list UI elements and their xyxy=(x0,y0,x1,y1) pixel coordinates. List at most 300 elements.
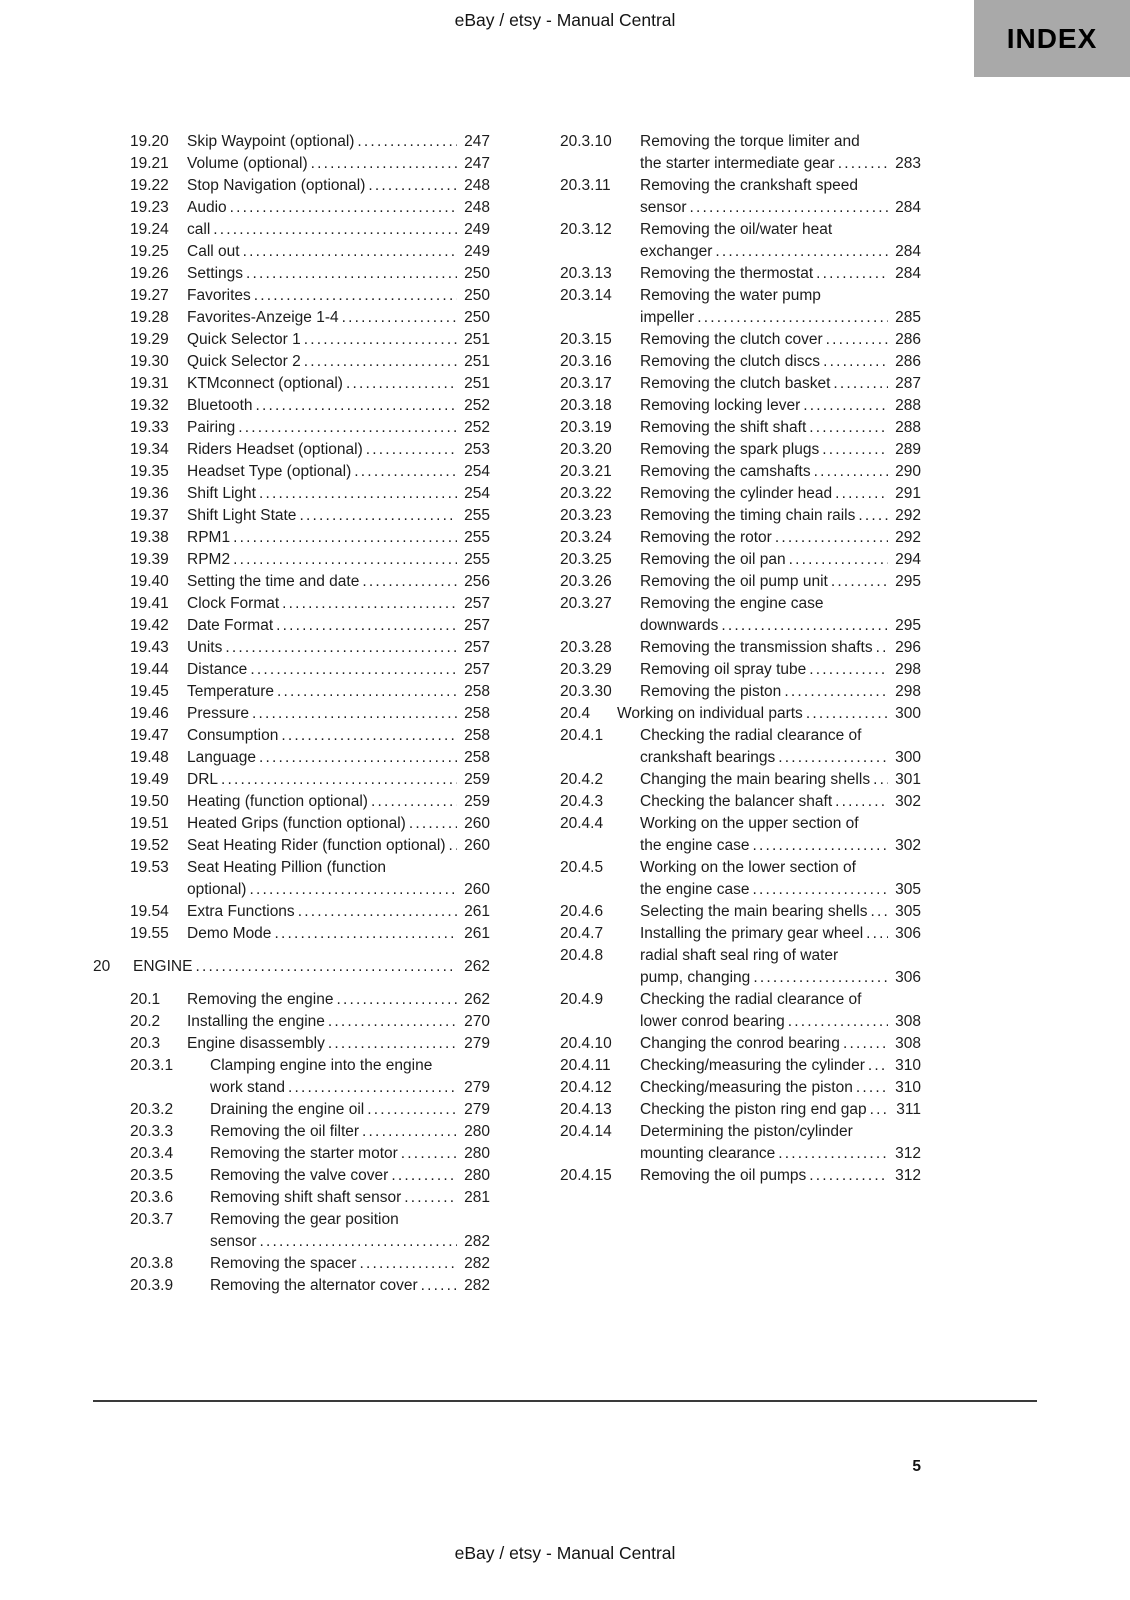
toc-entry-title: Draining the engine oil ..... xyxy=(210,1101,364,1118)
toc-entry-title: Removing the spacer ..... xyxy=(210,1255,356,1272)
toc-entry-page: 252 xyxy=(457,417,490,439)
toc-entry-number: 19.50 xyxy=(130,793,169,810)
toc-entry xyxy=(130,307,490,329)
toc-entry-body xyxy=(210,1275,490,1297)
toc-entry xyxy=(130,637,490,659)
toc-entry-number: 19.36 xyxy=(130,485,169,502)
toc-entry-number: 19.31 xyxy=(130,375,169,392)
toc-entry-body xyxy=(187,989,490,1011)
toc-entry-number: 20.3.22 xyxy=(560,485,612,502)
toc-entry-page: 259 xyxy=(457,769,490,791)
toc-entry-body xyxy=(187,791,490,813)
toc-entry-page: 256 xyxy=(457,571,490,593)
toc-entry xyxy=(130,1055,490,1099)
toc-entry-number: 20.3.15 xyxy=(560,331,612,348)
toc-entry-body xyxy=(187,307,490,329)
toc-entry-page: 298 xyxy=(888,681,921,703)
toc-entry-body xyxy=(187,483,490,505)
toc-entry-body xyxy=(187,461,490,483)
toc-entry-body xyxy=(640,725,921,769)
toc-entry xyxy=(560,461,921,483)
toc-entry-number: 19.37 xyxy=(130,507,169,524)
toc-entry-number: 19.30 xyxy=(130,353,169,370)
toc-entry-page: 254 xyxy=(457,483,490,505)
toc-entry-number: 20.3.29 xyxy=(560,661,612,678)
toc-entry-page: 248 xyxy=(457,197,490,219)
toc-entry-body xyxy=(210,1253,490,1275)
toc-entry xyxy=(560,373,921,395)
toc-entry xyxy=(130,1143,490,1165)
toc-entry xyxy=(560,263,921,285)
toc-entry-body xyxy=(210,1165,490,1187)
toc-entry-title: Temperature ..... xyxy=(187,683,274,700)
toc-entry-number: 19.28 xyxy=(130,309,169,326)
toc-entry-number: 20.4.6 xyxy=(560,903,604,920)
toc-entry xyxy=(130,527,490,549)
toc-entry xyxy=(560,659,921,681)
toc-entry-body xyxy=(617,703,921,725)
toc-entry-body xyxy=(187,197,490,219)
toc-entry-title: Volume (optional) ..... xyxy=(187,155,308,172)
toc-entry-body xyxy=(640,593,921,637)
toc-entry-number: 19.53 xyxy=(130,859,169,876)
toc-entry xyxy=(560,791,921,813)
toc-entry-number: 20.4.13 xyxy=(560,1101,612,1118)
toc-entry-page: 259 xyxy=(457,791,490,813)
toc-entry xyxy=(560,439,921,461)
toc-entry-number: 20.3.1 xyxy=(130,1057,174,1074)
toc-entry-page: 289 xyxy=(888,439,921,461)
toc-entry-body xyxy=(187,395,490,417)
toc-entry xyxy=(560,901,921,923)
toc-entry-page: 257 xyxy=(457,659,490,681)
toc-entry-body xyxy=(640,901,921,923)
toc-entry-body xyxy=(187,373,490,395)
toc-entry-page: 279 xyxy=(457,1033,490,1055)
toc-entry xyxy=(560,505,921,527)
toc-entry-number: 19.40 xyxy=(130,573,169,590)
toc-entry-number: 19.22 xyxy=(130,177,169,194)
toc-entry xyxy=(560,725,921,769)
index-label: INDEX xyxy=(1006,22,1098,54)
toc-entry-page: 302 xyxy=(888,791,921,813)
toc-entry-title: Checking the radial clearance of crankshaft bearings ..... xyxy=(640,727,861,766)
toc-entry-title: Installing the primary gear wheel ..... xyxy=(640,925,863,942)
toc-entry-number: 20.3.8 xyxy=(130,1255,174,1272)
toc-entry xyxy=(130,439,490,461)
toc-entry-body xyxy=(187,659,490,681)
toc-entry-title: Engine disassembly ..... xyxy=(187,1035,325,1052)
toc-entry-page: 257 xyxy=(457,615,490,637)
toc-entry-number: 20.3 xyxy=(130,1035,161,1052)
toc-entry-page: 305 xyxy=(888,879,921,901)
toc-entry-title: Heated Grips (function optional) ..... xyxy=(187,815,406,832)
toc-entry xyxy=(130,1209,490,1253)
toc-entry-title: Date Format ..... xyxy=(187,617,273,634)
toc-entry-page: 251 xyxy=(457,373,490,395)
toc-entry-number: 19.26 xyxy=(130,265,169,282)
toc-entry-title: Removing the piston ..... xyxy=(640,683,781,700)
toc-entry-body xyxy=(640,1055,921,1077)
toc-entry-body xyxy=(640,791,921,813)
toc-entry-body xyxy=(187,505,490,527)
toc-entry-number: 19.34 xyxy=(130,441,169,458)
toc-entry-page: 253 xyxy=(457,439,490,461)
toc-entry-number: 20.3.24 xyxy=(560,529,612,546)
toc-entry-page: 280 xyxy=(457,1165,490,1187)
toc-entry-number: 20 xyxy=(93,958,111,975)
toc-entry-number: 20.4.1 xyxy=(560,727,604,744)
toc-entry-title: Removing the timing chain rails ..... xyxy=(640,507,855,524)
toc-entry-body xyxy=(187,615,490,637)
toc-entry xyxy=(560,175,921,219)
toc-entry-page: 292 xyxy=(888,527,921,549)
toc-entry xyxy=(130,1165,490,1187)
toc-entry-page: 283 xyxy=(888,153,921,175)
toc-entry-number: 20.3.14 xyxy=(560,287,612,304)
toc-entry-number: 19.23 xyxy=(130,199,169,216)
toc-entry xyxy=(130,241,490,263)
index-tab xyxy=(974,0,1130,77)
toc-entry-title: Working on the lower section of the engine case ..... xyxy=(640,859,856,898)
toc-entry-title: Removing the camshafts ..... xyxy=(640,463,811,480)
toc-entry xyxy=(560,1165,921,1187)
toc-entry xyxy=(560,417,921,439)
toc-entry-title: Removing the engine case downwards ..... xyxy=(640,595,824,634)
toc-entry-number: 20.4.10 xyxy=(560,1035,612,1052)
toc-entry-title: Working on the upper section of the engine case ..... xyxy=(640,815,859,854)
toc-entry-page: 249 xyxy=(457,219,490,241)
toc-entry-body xyxy=(187,813,490,835)
toc-entry xyxy=(130,219,490,241)
toc-entry-page: 296 xyxy=(888,637,921,659)
toc-entry xyxy=(130,285,490,307)
toc-entry-title: Removing the rotor ..... xyxy=(640,529,772,546)
toc-entry-page: 306 xyxy=(888,967,921,989)
toc-entry-page: 286 xyxy=(888,329,921,351)
toc-entry xyxy=(130,351,490,373)
toc-entry-body xyxy=(187,153,490,175)
toc-entry xyxy=(130,395,490,417)
toc-entry-body xyxy=(640,285,921,329)
toc-entry xyxy=(560,549,921,571)
toc-entry-body xyxy=(187,549,490,571)
toc-entry-number: 20.3.25 xyxy=(560,551,612,568)
toc-entry-body xyxy=(640,813,921,857)
toc-entry-title: Pressure ..... xyxy=(187,705,249,722)
toc-entry xyxy=(560,923,921,945)
toc-entry-page: 287 xyxy=(888,373,921,395)
toc-entry-page: 262 xyxy=(457,956,490,978)
toc-entry xyxy=(130,681,490,703)
toc-entry-page: 270 xyxy=(457,1011,490,1033)
toc-entry-page: 281 xyxy=(457,1187,490,1209)
toc-entry-number: 20.4.9 xyxy=(560,991,604,1008)
toc-entry-number: 20.4.11 xyxy=(560,1057,611,1074)
toc-entry-page: 286 xyxy=(888,351,921,373)
toc-entry-body xyxy=(210,1143,490,1165)
toc-entry-number: 19.33 xyxy=(130,419,169,436)
toc-entry-title: radial shaft seal ring of water pump, changing ..... xyxy=(640,947,838,986)
toc-entry-page: 255 xyxy=(457,549,490,571)
toc-entry-number: 19.46 xyxy=(130,705,169,722)
toc-entry xyxy=(130,505,490,527)
toc-entry-body xyxy=(187,725,490,747)
toc-entry-number: 20.4 xyxy=(560,705,591,722)
toc-entry-body xyxy=(640,1099,921,1121)
toc-entry-number: 19.48 xyxy=(130,749,169,766)
toc-entry-body xyxy=(210,1187,490,1209)
toc-entry-page: 258 xyxy=(457,747,490,769)
toc-entry-page: 302 xyxy=(888,835,921,857)
toc-entry xyxy=(560,1099,921,1121)
toc-entry-page: 295 xyxy=(888,615,921,637)
toc-entry-body xyxy=(133,956,490,978)
toc-entry-title: Seat Heating Rider (function optional) ..... xyxy=(187,837,445,854)
toc-entry-number: 20.3.30 xyxy=(560,683,612,700)
toc-entry-title: Quick Selector 1 ..... xyxy=(187,331,301,348)
toc-entry-number: 19.51 xyxy=(130,815,169,832)
toc-entry-page: 279 xyxy=(457,1099,490,1121)
toc-entry-body xyxy=(640,417,921,439)
toc-entry xyxy=(560,945,921,989)
toc-entry-body xyxy=(187,263,490,285)
toc-entry-body xyxy=(640,659,921,681)
toc-entry-page: 308 xyxy=(888,1033,921,1055)
toc-entry-page: 301 xyxy=(888,769,921,791)
toc-entry-page: 300 xyxy=(888,703,921,725)
toc-entry-title: Selecting the main bearing shells ..... xyxy=(640,903,867,920)
toc-entry-title: Clock Format ..... xyxy=(187,595,279,612)
toc-entry-title: Removing the spark plugs ..... xyxy=(640,441,819,458)
toc-entry-body xyxy=(640,1033,921,1055)
toc-entry-body xyxy=(640,131,921,175)
toc-entry-number: 19.38 xyxy=(130,529,169,546)
toc-entry xyxy=(560,219,921,263)
toc-entry-title: Pairing ..... xyxy=(187,419,235,436)
toc-entry xyxy=(560,395,921,417)
toc-entry-number: 20.4.14 xyxy=(560,1123,612,1140)
toc-entry xyxy=(130,703,490,725)
toc-entry-title: Audio ..... xyxy=(187,199,227,216)
toc-entry-body xyxy=(187,351,490,373)
toc-entry-page: 250 xyxy=(457,285,490,307)
toc-entry-number: 20.3.26 xyxy=(560,573,612,590)
toc-entry-title: Seat Heating Pillion (function optional) ..... xyxy=(187,859,386,898)
toc-entry-body xyxy=(640,769,921,791)
toc-entry-number: 19.35 xyxy=(130,463,169,480)
toc-entry-body xyxy=(640,945,921,989)
footer-title: eBay / etsy - Manual Central xyxy=(454,1543,676,1563)
toc-entry xyxy=(560,989,921,1033)
toc-entry xyxy=(560,329,921,351)
toc-entry-title: Headset Type (optional) ..... xyxy=(187,463,351,480)
toc-entry-title: Working on individual parts ..... xyxy=(617,705,803,722)
toc-entry xyxy=(560,527,921,549)
toc-entry-page: 285 xyxy=(888,307,921,329)
toc-entry-title: Removing shift shaft sensor ..... xyxy=(210,1189,401,1206)
toc-entry-number: 20.3.21 xyxy=(560,463,612,480)
toc-entry xyxy=(130,549,490,571)
toc-entry-title: Removing the transmission shafts ..... xyxy=(640,639,873,656)
toc-entry-page: 284 xyxy=(888,197,921,219)
toc-entry-body xyxy=(640,175,921,219)
toc-entry-body xyxy=(640,505,921,527)
toc-entry-page: 254 xyxy=(457,461,490,483)
toc-entry xyxy=(560,593,921,637)
toc-entry xyxy=(560,813,921,857)
toc-entry xyxy=(130,989,490,1011)
toc-entry-title: Language ..... xyxy=(187,749,256,766)
toc-entry xyxy=(130,835,490,857)
toc-entry xyxy=(560,857,921,901)
toc-entry xyxy=(560,1077,921,1099)
toc-column-left xyxy=(93,131,490,1297)
toc-entry xyxy=(130,197,490,219)
toc-entry-title: Demo Mode ..... xyxy=(187,925,271,942)
toc-entry-title: Consumption ..... xyxy=(187,727,278,744)
toc-entry-body xyxy=(187,923,490,945)
toc-entry-page: 305 xyxy=(888,901,921,923)
toc-entry-title: Checking the balancer shaft ..... xyxy=(640,793,832,810)
toc-entry xyxy=(560,1033,921,1055)
toc-entry-number: 20.3.23 xyxy=(560,507,612,524)
toc-entry-page: 255 xyxy=(457,505,490,527)
toc-entry-body xyxy=(640,571,921,593)
toc-entry-title: Checking/measuring the cylinder ..... xyxy=(640,1057,865,1074)
toc-entry xyxy=(130,857,490,901)
toc-entry-title: Setting the time and date ..... xyxy=(187,573,359,590)
toc-entry-body xyxy=(187,593,490,615)
toc-entry-body xyxy=(187,769,490,791)
toc-entry-number: 20.4.2 xyxy=(560,771,604,788)
toc-entry-body xyxy=(187,1033,490,1055)
toc-entry-title: Removing the oil filter ..... xyxy=(210,1123,359,1140)
toc-entry xyxy=(130,263,490,285)
toc-entry-title: Removing the shift shaft ..... xyxy=(640,419,806,436)
toc-entry xyxy=(560,285,921,329)
toc-entry-body xyxy=(640,637,921,659)
toc-entry-number: 20.3.7 xyxy=(130,1211,174,1228)
toc-entry-title: Removing the cylinder head ..... xyxy=(640,485,832,502)
toc-entry-page: 250 xyxy=(457,307,490,329)
toc-entry-body xyxy=(210,1209,490,1253)
toc-entry xyxy=(130,461,490,483)
toc-entry-body xyxy=(640,461,921,483)
toc-entry-title: Removing the valve cover ..... xyxy=(210,1167,388,1184)
toc-entry-title: Removing the thermostat ..... xyxy=(640,265,813,282)
toc-entry-number: 19.47 xyxy=(130,727,169,744)
toc-entry xyxy=(130,725,490,747)
toc-entry-page: 288 xyxy=(888,417,921,439)
toc-entry-number: 20.3.17 xyxy=(560,375,612,392)
toc-entry-page: 310 xyxy=(888,1077,921,1099)
toc-entry xyxy=(130,175,490,197)
toc-entry-title: Stop Navigation (optional) ..... xyxy=(187,177,365,194)
toc-entry xyxy=(130,659,490,681)
toc-entry xyxy=(130,923,490,945)
toc-entry-number: 19.43 xyxy=(130,639,169,656)
toc-entry-title: Units ..... xyxy=(187,639,222,656)
toc-entry xyxy=(130,373,490,395)
toc-entry-title: Removing the clutch cover ..... xyxy=(640,331,823,348)
toc-entry-number: 20.3.28 xyxy=(560,639,612,656)
toc-entry xyxy=(130,483,490,505)
toc-entry-page: 249 xyxy=(457,241,490,263)
toc-entry-page: 292 xyxy=(888,505,921,527)
toc-entry-body xyxy=(640,527,921,549)
toc-entry-body xyxy=(187,747,490,769)
toc-entry-body xyxy=(187,835,490,857)
toc-entry-page: 247 xyxy=(457,153,490,175)
toc-entry-title: Shift Light State ..... xyxy=(187,507,296,524)
toc-entry-title: Installing the engine ..... xyxy=(187,1013,325,1030)
toc-entry-number: 20.4.4 xyxy=(560,815,604,832)
toc-entry-page: 291 xyxy=(888,483,921,505)
toc-entry-body xyxy=(187,857,490,901)
toc-entry-number: 19.41 xyxy=(130,595,169,612)
toc-entry-page: 260 xyxy=(457,835,490,857)
toc-entry-page: 257 xyxy=(457,593,490,615)
toc-entry-number: 20.4.7 xyxy=(560,925,604,942)
toc-entry xyxy=(130,1099,490,1121)
toc-entry-number: 20.3.11 xyxy=(560,177,611,194)
toc-entry-body xyxy=(640,923,921,945)
toc-entry-number: 20.3.19 xyxy=(560,419,612,436)
toc-entry-page: 282 xyxy=(457,1231,490,1253)
toc-entry-body xyxy=(640,351,921,373)
toc-entry-title: Riders Headset (optional) ..... xyxy=(187,441,363,458)
toc-entry xyxy=(560,1055,921,1077)
toc-entry-page: 298 xyxy=(888,659,921,681)
toc-entry-body xyxy=(640,857,921,901)
toc-entry-body xyxy=(187,175,490,197)
toc-entry-number: 20.3.9 xyxy=(130,1277,174,1294)
toc-entry-title: Favorites ..... xyxy=(187,287,251,304)
toc-entry-page: 311 xyxy=(889,1099,921,1121)
toc-entry-title: Removing the oil/water heat exchanger ..... xyxy=(640,221,832,260)
toc-entry xyxy=(130,1033,490,1055)
toc-entry-body xyxy=(640,549,921,571)
toc-entry-page: 258 xyxy=(457,703,490,725)
toc-entry xyxy=(130,901,490,923)
toc-entry-body xyxy=(640,395,921,417)
toc-entry-number: 19.25 xyxy=(130,243,169,260)
toc-entry-title: Distance ..... xyxy=(187,661,247,678)
toc-entry-title: KTMconnect (optional) ..... xyxy=(187,375,343,392)
toc-entry-page: 282 xyxy=(457,1275,490,1297)
toc-entry-body xyxy=(187,285,490,307)
toc-entry xyxy=(130,813,490,835)
toc-entry-title: Favorites-Anzeige 1-4 ..... xyxy=(187,309,339,326)
toc-entry-title: Settings ..... xyxy=(187,265,243,282)
toc-entry-page: 247 xyxy=(457,131,490,153)
toc-entry-title: Removing locking lever ..... xyxy=(640,397,800,414)
toc-entry-page: 262 xyxy=(457,989,490,1011)
toc-entry-title: Removing the starter motor ..... xyxy=(210,1145,398,1162)
toc-entry-page: 279 xyxy=(457,1077,490,1099)
toc-entry-title: Determining the piston/cylinder mounting clearance ..... xyxy=(640,1123,853,1162)
toc-entry-title: Heating (function optional) ..... xyxy=(187,793,368,810)
toc-entry-title: Changing the main bearing shells ..... xyxy=(640,771,870,788)
toc-entry-body xyxy=(210,1099,490,1121)
toc-entry-number: 19.24 xyxy=(130,221,169,238)
toc-entry-number: 19.39 xyxy=(130,551,169,568)
toc-entry-page: 310 xyxy=(888,1055,921,1077)
toc-entry-title: Checking/measuring the piston ..... xyxy=(640,1079,853,1096)
toc-entry xyxy=(560,483,921,505)
toc-entry xyxy=(560,681,921,703)
